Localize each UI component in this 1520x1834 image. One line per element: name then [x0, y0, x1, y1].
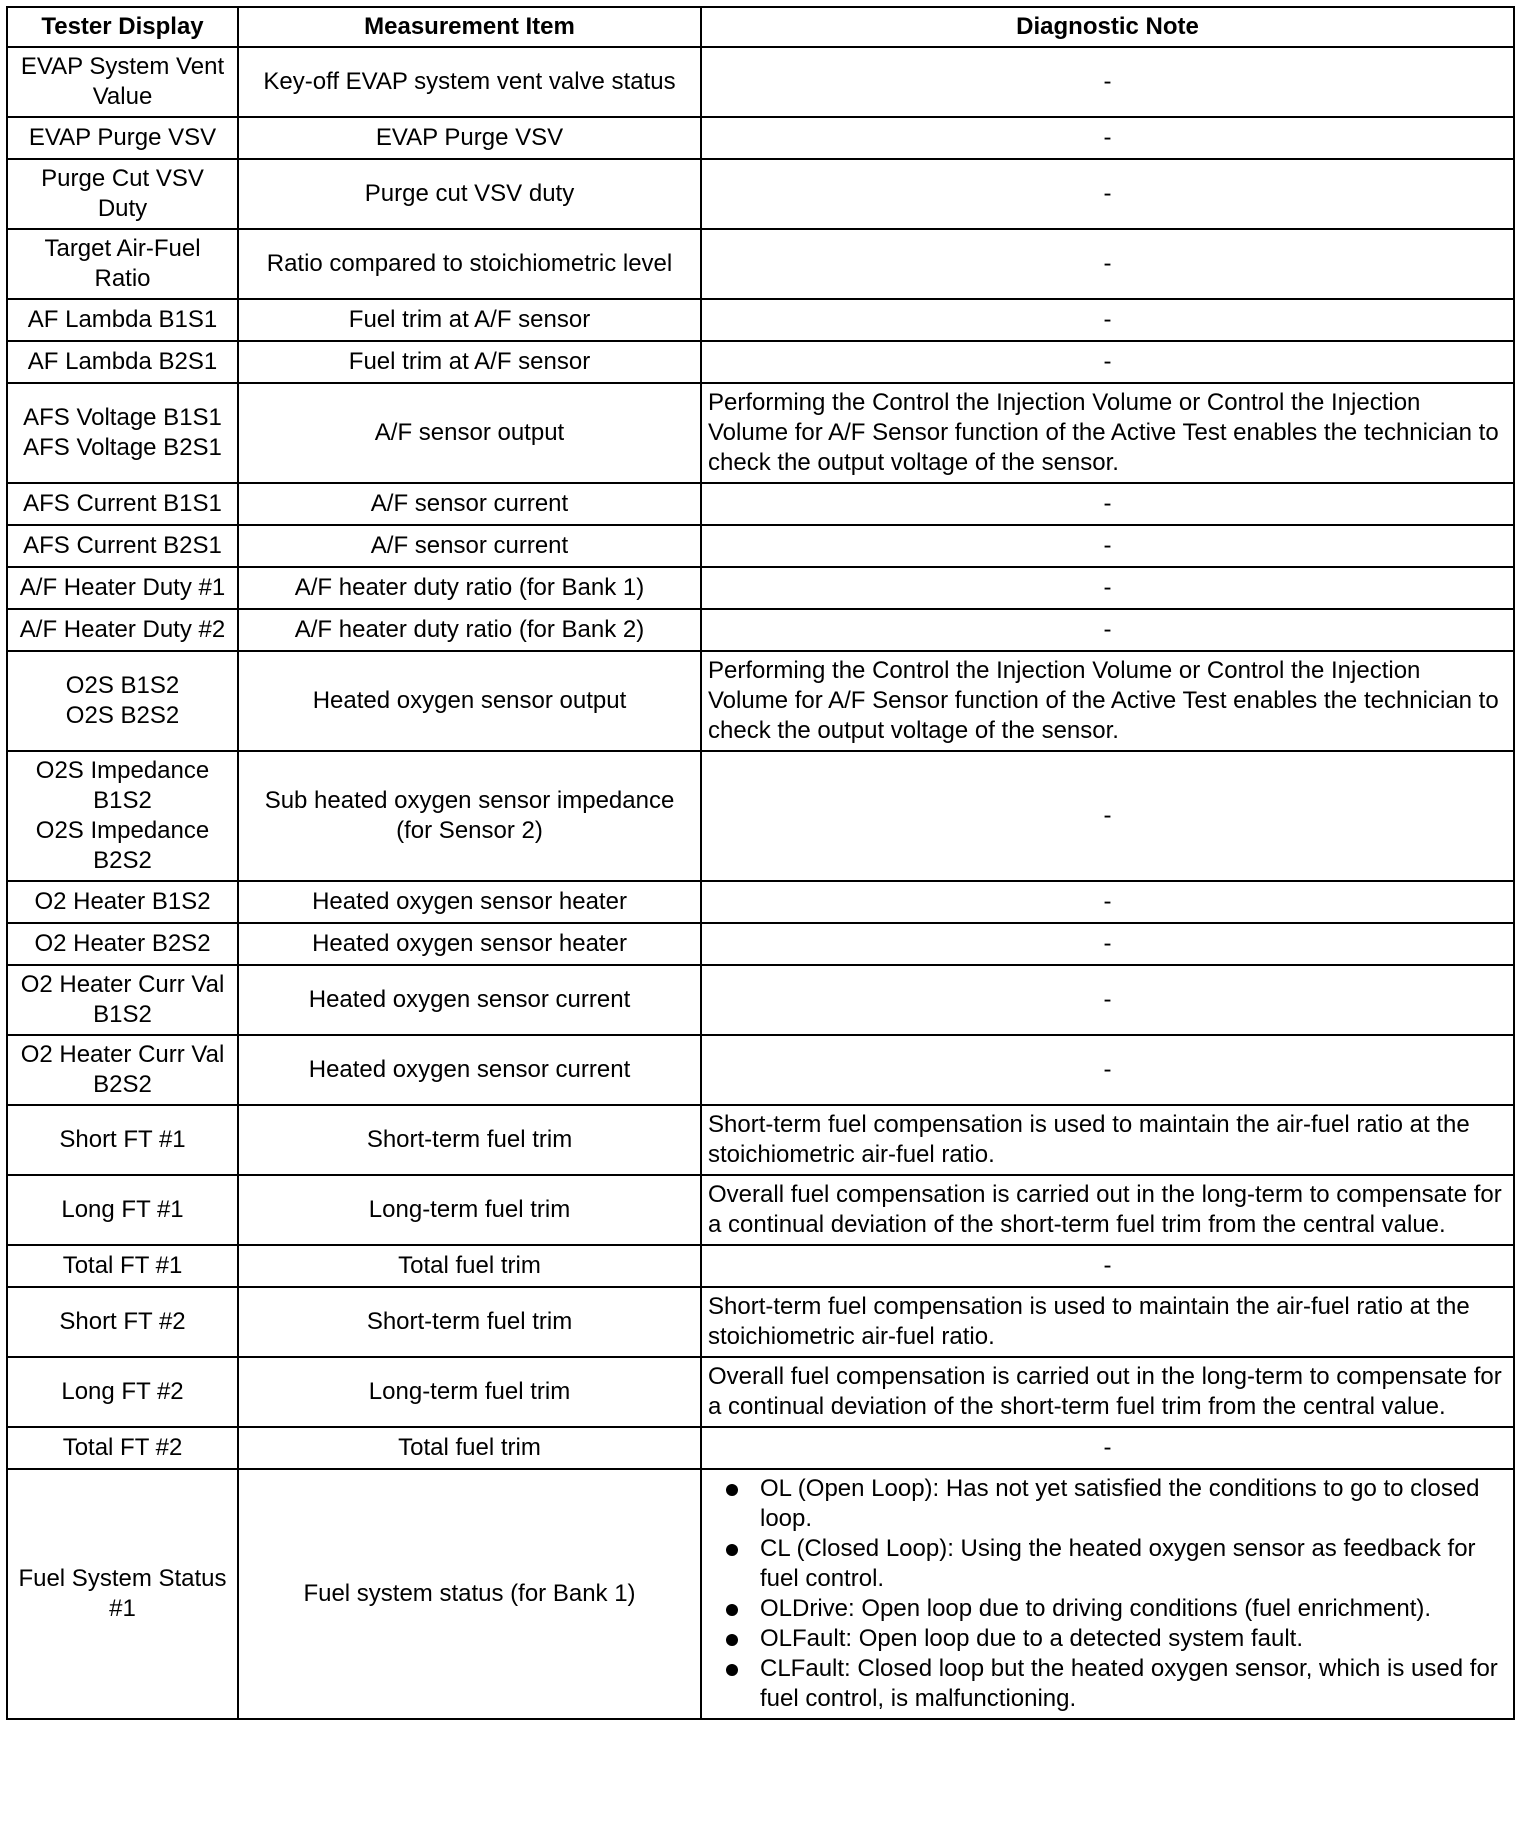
table-row [7, 1357, 1514, 1427]
tester-display-text: AFS Current B2S1 [23, 532, 222, 559]
tester-display-text: A/F Heater Duty #2 [19, 616, 226, 643]
diagnostic-note-cell: - [701, 341, 1514, 383]
table-row [7, 47, 1514, 117]
diagnostic-note-cell: - [701, 483, 1514, 525]
tester-display-cell [7, 751, 238, 881]
measurement-item-cell: Sub heated oxygen sensor impedance (for Sensor 2) [238, 751, 701, 881]
tester-display-cell [7, 229, 238, 299]
table-row [7, 299, 1514, 341]
table-row [7, 1175, 1514, 1245]
measurement-item-cell: Heated oxygen sensor heater [238, 881, 701, 923]
tester-display-text: EVAP Purge VSV [28, 124, 217, 151]
tester-display-cell [7, 1357, 238, 1427]
tester-display-cell [7, 1427, 238, 1469]
tester-display-text: AF Lambda B1S1 [27, 306, 218, 333]
measurement-item-cell: Long-term fuel trim [238, 1175, 701, 1245]
table-row [7, 1469, 1514, 1719]
tester-display-text: O2 Heater Curr Val B2S2 [20, 1041, 225, 1098]
table-body [7, 47, 1514, 1719]
header-diagnostic-note: Diagnostic Note [701, 7, 1514, 47]
header-measurement-item: Measurement Item [238, 7, 701, 47]
table-row [7, 1035, 1514, 1105]
measurement-item-cell: Key-off EVAP system vent valve status [238, 47, 701, 117]
table-row [7, 1245, 1514, 1287]
tester-display-text: Short FT #1 [59, 1126, 186, 1153]
tester-display-text: O2 Heater Curr Val B1S2 [20, 971, 225, 1028]
status-bullet-item: CL (Closed Loop): Using the heated oxygen sensor as feedback for fuel control. [724, 1534, 1507, 1594]
diagnostic-note-cell [701, 1469, 1514, 1719]
table-header [7, 7, 1514, 47]
header-tester-display: Tester Display [7, 7, 238, 47]
tester-display-text: Total FT #1 [62, 1252, 183, 1279]
table-row [7, 383, 1514, 483]
tester-display-cell [7, 1175, 238, 1245]
status-bullet-item: OLDrive: Open loop due to driving conditions (fuel enrichment). [724, 1594, 1507, 1624]
diagnostic-note-cell: - [701, 965, 1514, 1035]
diagnostic-note-cell: Performing the Control the Injection Volume or Control the Injection Volume for A/F Sensor function of the Active Test enables the technician to check the output voltage of the sensor. [701, 383, 1514, 483]
tester-display-cell [7, 923, 238, 965]
tester-display-cell [7, 1035, 238, 1105]
status-bullet-list [708, 1474, 1507, 1714]
tester-display-cell [7, 299, 238, 341]
tester-display-text: Purge Cut VSV Duty [41, 165, 204, 222]
tester-display-text: Long FT #2 [61, 1378, 184, 1405]
measurement-item-cell: Total fuel trim [238, 1245, 701, 1287]
tester-display-text: Short FT #2 [59, 1308, 186, 1335]
diagnostic-note-cell: - [701, 47, 1514, 117]
measurement-item-cell: A/F sensor current [238, 525, 701, 567]
measurement-item-cell: A/F heater duty ratio (for Bank 2) [238, 609, 701, 651]
diagnostic-note-cell: - [701, 567, 1514, 609]
tester-display-text: O2S B1S2 [65, 672, 180, 699]
table-row [7, 341, 1514, 383]
tester-display-cell [7, 1469, 238, 1719]
tester-display-cell [7, 1245, 238, 1287]
diagnostic-note-cell: - [701, 299, 1514, 341]
tester-display-cell [7, 341, 238, 383]
diagnostic-note-cell: - [701, 1245, 1514, 1287]
measurement-item-cell: Fuel trim at A/F sensor [238, 341, 701, 383]
diagnostic-note-cell: Performing the Control the Injection Volume or Control the Injection Volume for A/F Sensor function of the Active Test enables the technician to check the output voltage of the sensor. [701, 651, 1514, 751]
tester-display-text: EVAP System Vent Value [20, 53, 225, 110]
measurement-item-cell: Short-term fuel trim [238, 1105, 701, 1175]
tester-display-cell [7, 1287, 238, 1357]
diagnostic-note-cell: - [701, 229, 1514, 299]
tester-display-cell [7, 47, 238, 117]
table-row [7, 923, 1514, 965]
measurement-item-cell: Long-term fuel trim [238, 1357, 701, 1427]
measurement-item-cell: Heated oxygen sensor current [238, 965, 701, 1035]
tester-display-text: AFS Voltage B2S1 [23, 434, 222, 461]
table-row [7, 1105, 1514, 1175]
header-row [7, 7, 1514, 47]
table-row [7, 751, 1514, 881]
table-row [7, 525, 1514, 567]
tester-display-text: A/F Heater Duty #1 [19, 574, 226, 601]
tester-display-text: AFS Current B1S1 [23, 490, 222, 517]
tester-display-cell [7, 609, 238, 651]
table-row [7, 567, 1514, 609]
tester-display-cell [7, 159, 238, 229]
diagnostic-note-cell: - [701, 525, 1514, 567]
measurement-item-cell: A/F sensor current [238, 483, 701, 525]
diagnostic-note-cell: - [701, 609, 1514, 651]
tester-display-text: Long FT #1 [61, 1196, 184, 1223]
tester-display-cell [7, 1105, 238, 1175]
measurement-item-cell: Short-term fuel trim [238, 1287, 701, 1357]
table-row [7, 965, 1514, 1035]
tester-display-text: Total FT #2 [62, 1434, 183, 1461]
diagnostic-note-cell: - [701, 881, 1514, 923]
tester-display-cell [7, 525, 238, 567]
tester-display-cell [7, 117, 238, 159]
measurement-item-cell: A/F heater duty ratio (for Bank 1) [238, 567, 701, 609]
measurement-item-cell: EVAP Purge VSV [238, 117, 701, 159]
measurement-item-cell: Total fuel trim [238, 1427, 701, 1469]
measurement-item-cell: Fuel system status (for Bank 1) [238, 1469, 701, 1719]
tester-display-cell [7, 567, 238, 609]
tester-display-text: O2 Heater B1S2 [34, 888, 211, 915]
table-row [7, 1427, 1514, 1469]
tester-display-text: O2S Impedance B2S2 [35, 817, 210, 874]
diagnostic-note-cell: - [701, 159, 1514, 229]
tester-display-text: O2S B2S2 [65, 702, 180, 729]
status-bullet-item: OLFault: Open loop due to a detected system fault. [724, 1624, 1507, 1654]
table-row [7, 651, 1514, 751]
tester-display-cell [7, 965, 238, 1035]
diagnostic-note-cell: - [701, 117, 1514, 159]
measurement-item-cell: Heated oxygen sensor output [238, 651, 701, 751]
tester-display-text: AF Lambda B2S1 [27, 348, 218, 375]
diagnostic-note-cell: Short-term fuel compensation is used to maintain the air-fuel ratio at the stoichiometric air-fuel ratio. [701, 1287, 1514, 1357]
table-row [7, 159, 1514, 229]
tester-display-text: O2 Heater B2S2 [34, 930, 211, 957]
table-row [7, 229, 1514, 299]
measurement-item-cell: Heated oxygen sensor heater [238, 923, 701, 965]
measurement-item-cell: Heated oxygen sensor current [238, 1035, 701, 1105]
tester-display-text: Fuel System Status #1 [18, 1565, 227, 1622]
diagnostic-note-cell: - [701, 923, 1514, 965]
tester-display-cell [7, 483, 238, 525]
diagnostic-note-cell: - [701, 751, 1514, 881]
diagnostic-note-cell: Overall fuel compensation is carried out in the long-term to compensate for a continual deviation of the short-term fuel trim from the central value. [701, 1175, 1514, 1245]
tester-display-text: AFS Voltage B1S1 [23, 404, 222, 431]
tester-display-cell [7, 881, 238, 923]
table-row [7, 117, 1514, 159]
diagnostic-note-cell: Overall fuel compensation is carried out in the long-term to compensate for a continual deviation of the short-term fuel trim from the central value. [701, 1357, 1514, 1427]
table-row [7, 609, 1514, 651]
tester-display-cell [7, 383, 238, 483]
tester-display-text: O2S Impedance B1S2 [35, 757, 210, 814]
measurement-item-cell: A/F sensor output [238, 383, 701, 483]
diagnostic-note-cell: - [701, 1427, 1514, 1469]
table-row [7, 483, 1514, 525]
measurement-item-cell: Purge cut VSV duty [238, 159, 701, 229]
tester-display-cell [7, 651, 238, 751]
table-row [7, 1287, 1514, 1357]
diagnostic-data-table [6, 6, 1515, 1720]
tester-display-text: Target Air-Fuel Ratio [44, 235, 201, 292]
status-bullet-item: CLFault: Closed loop but the heated oxygen sensor, which is used for fuel control, is malfunctioning. [724, 1654, 1507, 1714]
table-row [7, 881, 1514, 923]
diagnostic-note-cell: - [701, 1035, 1514, 1105]
status-bullet-item: OL (Open Loop): Has not yet satisfied the conditions to go to closed loop. [724, 1474, 1507, 1534]
diagnostic-note-cell: Short-term fuel compensation is used to maintain the air-fuel ratio at the stoichiometric air-fuel ratio. [701, 1105, 1514, 1175]
measurement-item-cell: Ratio compared to stoichiometric level [238, 229, 701, 299]
measurement-item-cell: Fuel trim at A/F sensor [238, 299, 701, 341]
